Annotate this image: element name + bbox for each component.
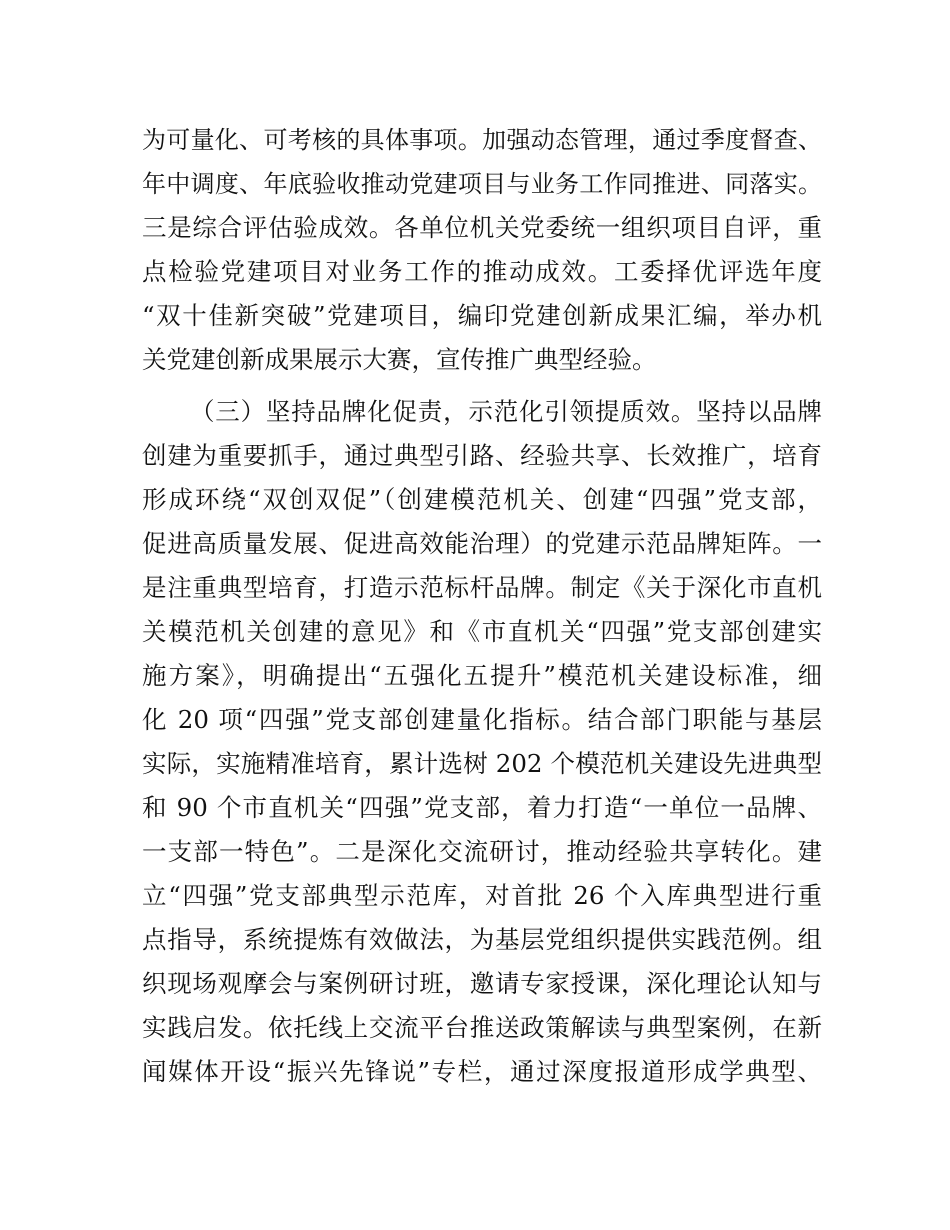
text-line: 三是综合评估验成效。各单位机关党委统一组织项目自评，重: [142, 213, 822, 242]
text-line: 实际，实施精准培育，累计选树 202 个模范机关建设先进典型: [142, 749, 822, 778]
text-line: 为可量化、可考核的具体事项。加强动态管理，通过季度督查、: [142, 126, 822, 154]
text-line: 施方案》，明确提出“五强化五提升”模范机关建设标准，细: [142, 661, 822, 690]
text-line: “双十佳新突破”党建项目，编印党建创新成果汇编，举办机: [142, 301, 822, 330]
text-line: 实践启发。依托线上交流平台推送政策解读与典型案例，在新: [142, 1013, 822, 1042]
text-line: 点检验党建项目对业务工作的推动成效。工委择优评选年度: [142, 257, 822, 286]
text-line: 创建为重要抓手，通过典型引路、经验共享、长效推广，培育: [142, 441, 822, 470]
text-line: 关党建创新成果展示大赛，宣传推广典型经验。: [142, 345, 657, 374]
text-line: 点指导，系统提炼有效做法，为基层党组织提供实践范例。组: [142, 925, 822, 954]
text-line: 立“四强”党支部典型示范库，对首批 26 个入库典型进行重: [142, 881, 822, 910]
text-line: 一支部一特色”。二是深化交流研讨，推动经验共享转化。建: [142, 837, 822, 866]
text-line: 关模范机关创建的意见》和《市直机关“四强”党支部创建实: [142, 617, 822, 646]
section-heading-line: （三）坚持品牌化促责，示范化引领提质效。坚持以品牌: [190, 397, 822, 426]
text-line: 和 90 个市直机关“四强”党支部，着力打造“一单位一品牌、: [142, 793, 822, 822]
text-line: 形成环绕“双创双促”（创建模范机关、创建“四强”党支部，: [142, 485, 822, 514]
text-line: 是注重典型培育，打造示范标杆品牌。制定《关于深化市直机: [142, 573, 822, 602]
text-line: 年中调度、年底验收推动党建项目与业务工作同推进、同落实。: [142, 170, 822, 198]
text-line: 闻媒体开设“振兴先锋说”专栏，通过深度报道形成学典型、: [142, 1057, 822, 1086]
text-line: 化 20 项“四强”党支部创建量化指标。结合部门职能与基层: [142, 705, 822, 734]
text-line: 织现场观摩会与案例研讨班，邀请专家授课，深化理论认知与: [142, 969, 822, 998]
text-line: 促进高质量发展、促进高效能治理）的党建示范品牌矩阵。一: [142, 529, 822, 558]
